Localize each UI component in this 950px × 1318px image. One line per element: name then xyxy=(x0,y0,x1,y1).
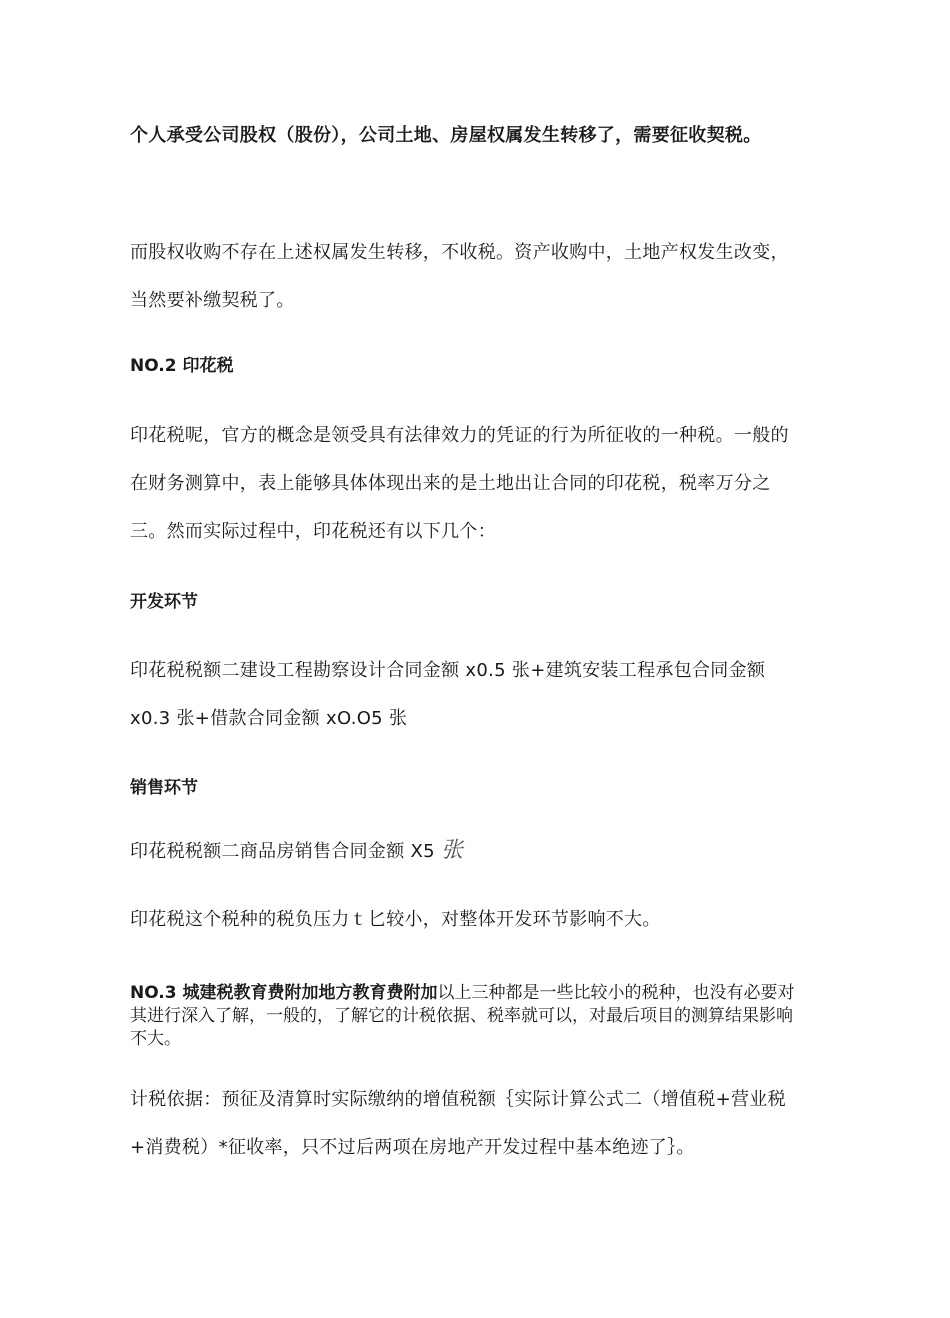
paragraph-stamp-tax-impact: 印花税这个税种的税负压力ｔ匕较小，对整体开发环节影响不大。 xyxy=(130,909,661,930)
paragraph-equity-acquisition: 而股权收购不存在上述权属发生转移，不收税。资产收购中，土地产权发生改变，当然要补缴契税了。 xyxy=(130,242,789,311)
heading-stamp-tax: NO.2 印花税 xyxy=(130,356,234,376)
paragraph-sales-formula xyxy=(130,827,800,876)
paragraph-tax-basis: 计税依据：预征及清算时实际缴纳的增值税额｛实际计算公式二（增值税+营业税+消费税）*征收率，只不过后两项在房地产开发过程中基本绝迹了｝。 xyxy=(130,1089,786,1158)
paragraph-deed-tax-equity: 个人承受公司股权（股份），公司土地、房屋权属发生转移了，需要征收契税。 xyxy=(130,125,762,146)
sales-formula-unit: 张 xyxy=(440,838,464,863)
paragraph-stamp-tax-concept: 印花税呢，官方的概念是领受具有法律效力的凭证的行为所征收的一种税。一般的在财务测算中，表上能够具体体现出来的是土地出让合同的印花税，税率万分之三。然而实际过程中，印花税还有以下几个： xyxy=(130,425,789,542)
urban-construction-tax-text: 以上三种都是一些比较小的税种，也没有必要对其进行深入了解，一般的，了解它的计税依据、税率就可以，对最后项目的测算结果影响不大。 xyxy=(130,983,795,1049)
sales-formula-text: 印花税税额二商品房销售合同金额 X5 xyxy=(130,841,441,862)
heading-urban-construction-tax: NO.3 城建税教育费附加地方教育费附加 xyxy=(130,983,438,1003)
heading-sales-stage: 销售环节 xyxy=(130,778,198,798)
heading-development-stage: 开发环节 xyxy=(130,592,198,612)
paragraph-urban-construction-tax xyxy=(130,982,800,1051)
paragraph-development-formula: 印花税税额二建设工程勘察设计合同金额 x0.5 张+建筑安装工程承包合同金额 x0.3 张+借款合同金额 xO.O5 张 xyxy=(130,660,766,729)
